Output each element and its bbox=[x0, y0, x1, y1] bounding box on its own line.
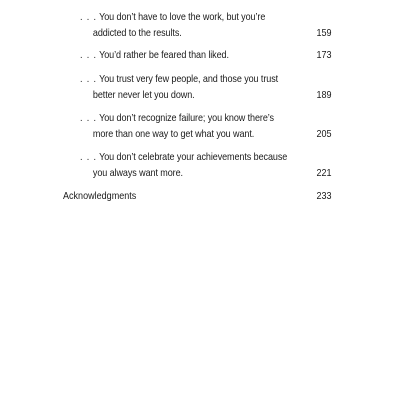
ellipsis-prefix: . . . bbox=[80, 49, 97, 61]
page-number: 221 bbox=[316, 167, 332, 179]
entry-title: You’d rather be feared than liked. bbox=[99, 49, 229, 61]
page-number: 233 bbox=[316, 190, 332, 202]
ellipsis-prefix: . . . bbox=[80, 11, 97, 23]
page-number: 173 bbox=[316, 49, 332, 61]
ellipsis-prefix: . . . bbox=[80, 112, 97, 124]
entry-title: You don’t recognize failure; you know there’s more than one way to get what you want. bbox=[92, 112, 274, 140]
ellipsis-prefix: . . . bbox=[80, 151, 97, 163]
toc-entry bbox=[80, 9, 297, 41]
page-number: 189 bbox=[316, 89, 332, 101]
acknowledgments-entry: Acknowledgments bbox=[63, 190, 137, 202]
toc-entry-text bbox=[80, 9, 296, 41]
ellipsis-prefix: . . . bbox=[80, 73, 97, 85]
entry-title: You don’t have to love the work, but you’re addicted to the results. bbox=[92, 11, 266, 39]
toc-entry bbox=[80, 149, 297, 181]
entry-title: You don’t celebrate your achievements because you always want more. bbox=[92, 151, 288, 179]
toc-entry-text bbox=[80, 110, 296, 142]
entry-title: You trust very few people, and those you trust better never let you down. bbox=[92, 73, 279, 101]
toc-entry-text bbox=[80, 71, 296, 103]
page-number: 205 bbox=[316, 128, 332, 140]
toc-entry-text bbox=[80, 149, 296, 181]
toc-entry bbox=[80, 110, 297, 142]
toc-entry bbox=[80, 47, 297, 63]
page-number: 159 bbox=[316, 27, 332, 39]
toc-entry bbox=[80, 71, 297, 103]
toc-entry-text bbox=[80, 47, 296, 63]
